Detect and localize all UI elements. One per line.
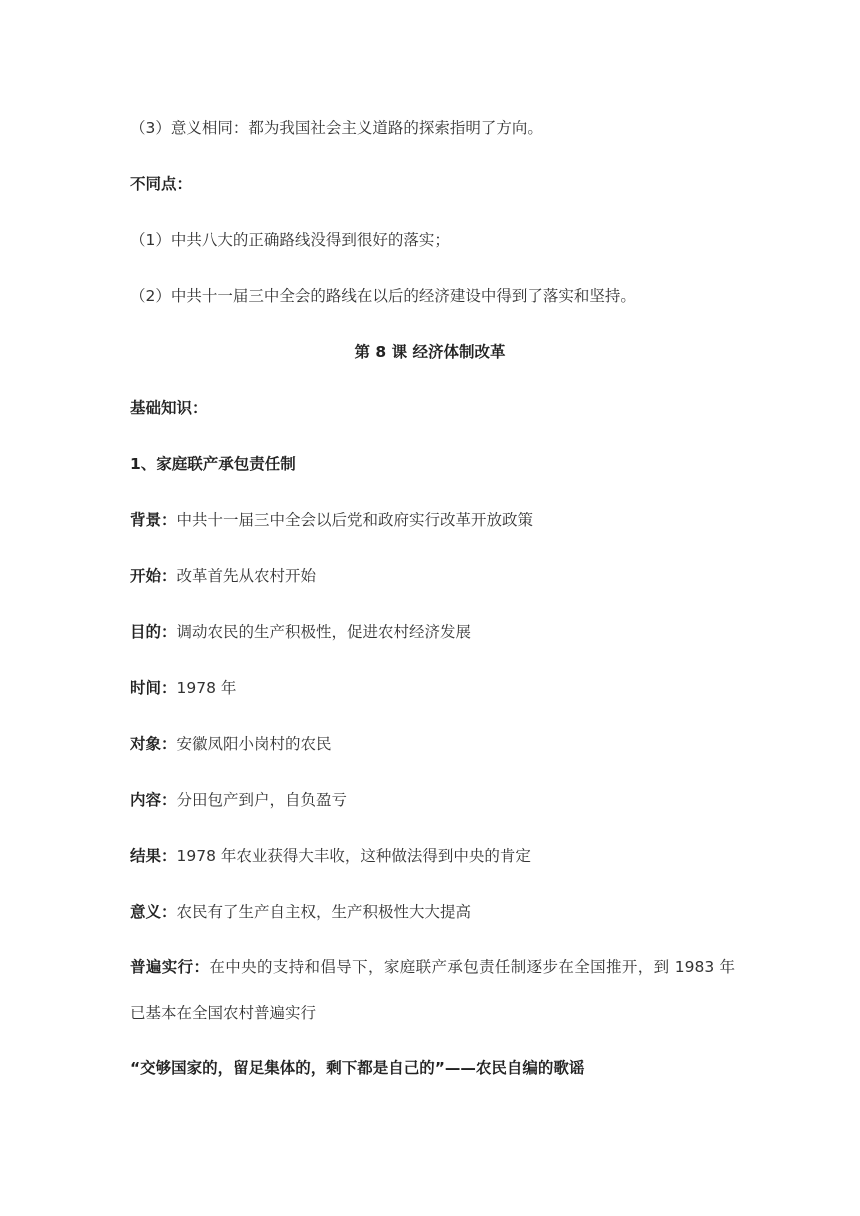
folk-song-quote: “交够国家的，留足集体的，剩下都是自己的”——农民自编的歌谣 [130, 1059, 585, 1077]
item-purpose [130, 621, 740, 643]
item-label: 普遍实行： [130, 958, 210, 976]
similarity-point-3: （3）意义相同：都为我国社会主义道路的探索指明了方向。 [130, 119, 543, 137]
lesson-title: 第 8 课 经济体制改革 [354, 343, 506, 361]
item-significance [130, 901, 740, 923]
item-text: 分田包产到户，自负盈亏 [176, 791, 348, 809]
item-label: 目的： [130, 623, 177, 641]
item-label: 内容： [130, 791, 177, 809]
item-label: 背景： [130, 511, 177, 529]
item-text: 改革首先从农村开始 [176, 567, 317, 585]
item-text: 农民有了生产自主权，生产积极性大大提高 [176, 903, 472, 921]
difference-point-2: （2）中共十一届三中全会的路线在以后的经济建设中得到了落实和坚持。 [130, 287, 636, 305]
item-text: 中共十一届三中全会以后党和政府实行改革开放政策 [176, 511, 534, 529]
item-text: 调动农民的生产积极性，促进农村经济发展 [176, 623, 472, 641]
item-time [130, 677, 740, 699]
item-label: 结果： [130, 847, 177, 865]
difference-point-1: （1）中共八大的正确路线没得到很好的落实； [130, 231, 450, 249]
basic-knowledge-heading: 基础知识： [130, 399, 208, 417]
differences-heading: 不同点： [130, 175, 193, 193]
item-content [130, 789, 740, 811]
item-text: 1978 年 [176, 679, 237, 697]
item-label: 对象： [130, 735, 177, 753]
item-general-implementation [130, 944, 735, 1036]
item-result [130, 845, 740, 867]
item-subject [130, 733, 740, 755]
item-label: 意义： [130, 903, 177, 921]
section-1-heading: 1、家庭联产承包责任制 [130, 455, 296, 473]
item-text: 1978 年农业获得大丰收，这种做法得到中央的肯定 [176, 847, 531, 865]
item-label: 时间： [130, 679, 177, 697]
item-label: 开始： [130, 567, 177, 585]
item-start [130, 565, 740, 587]
item-text: 安徽凤阳小岗村的农民 [176, 735, 332, 753]
item-text: 在中央的支持和倡导下，家庭联产承包责任制逐步在全国推开，到 1983 年已基本在全国农村普遍实行 [130, 958, 735, 1022]
item-background [130, 509, 740, 531]
